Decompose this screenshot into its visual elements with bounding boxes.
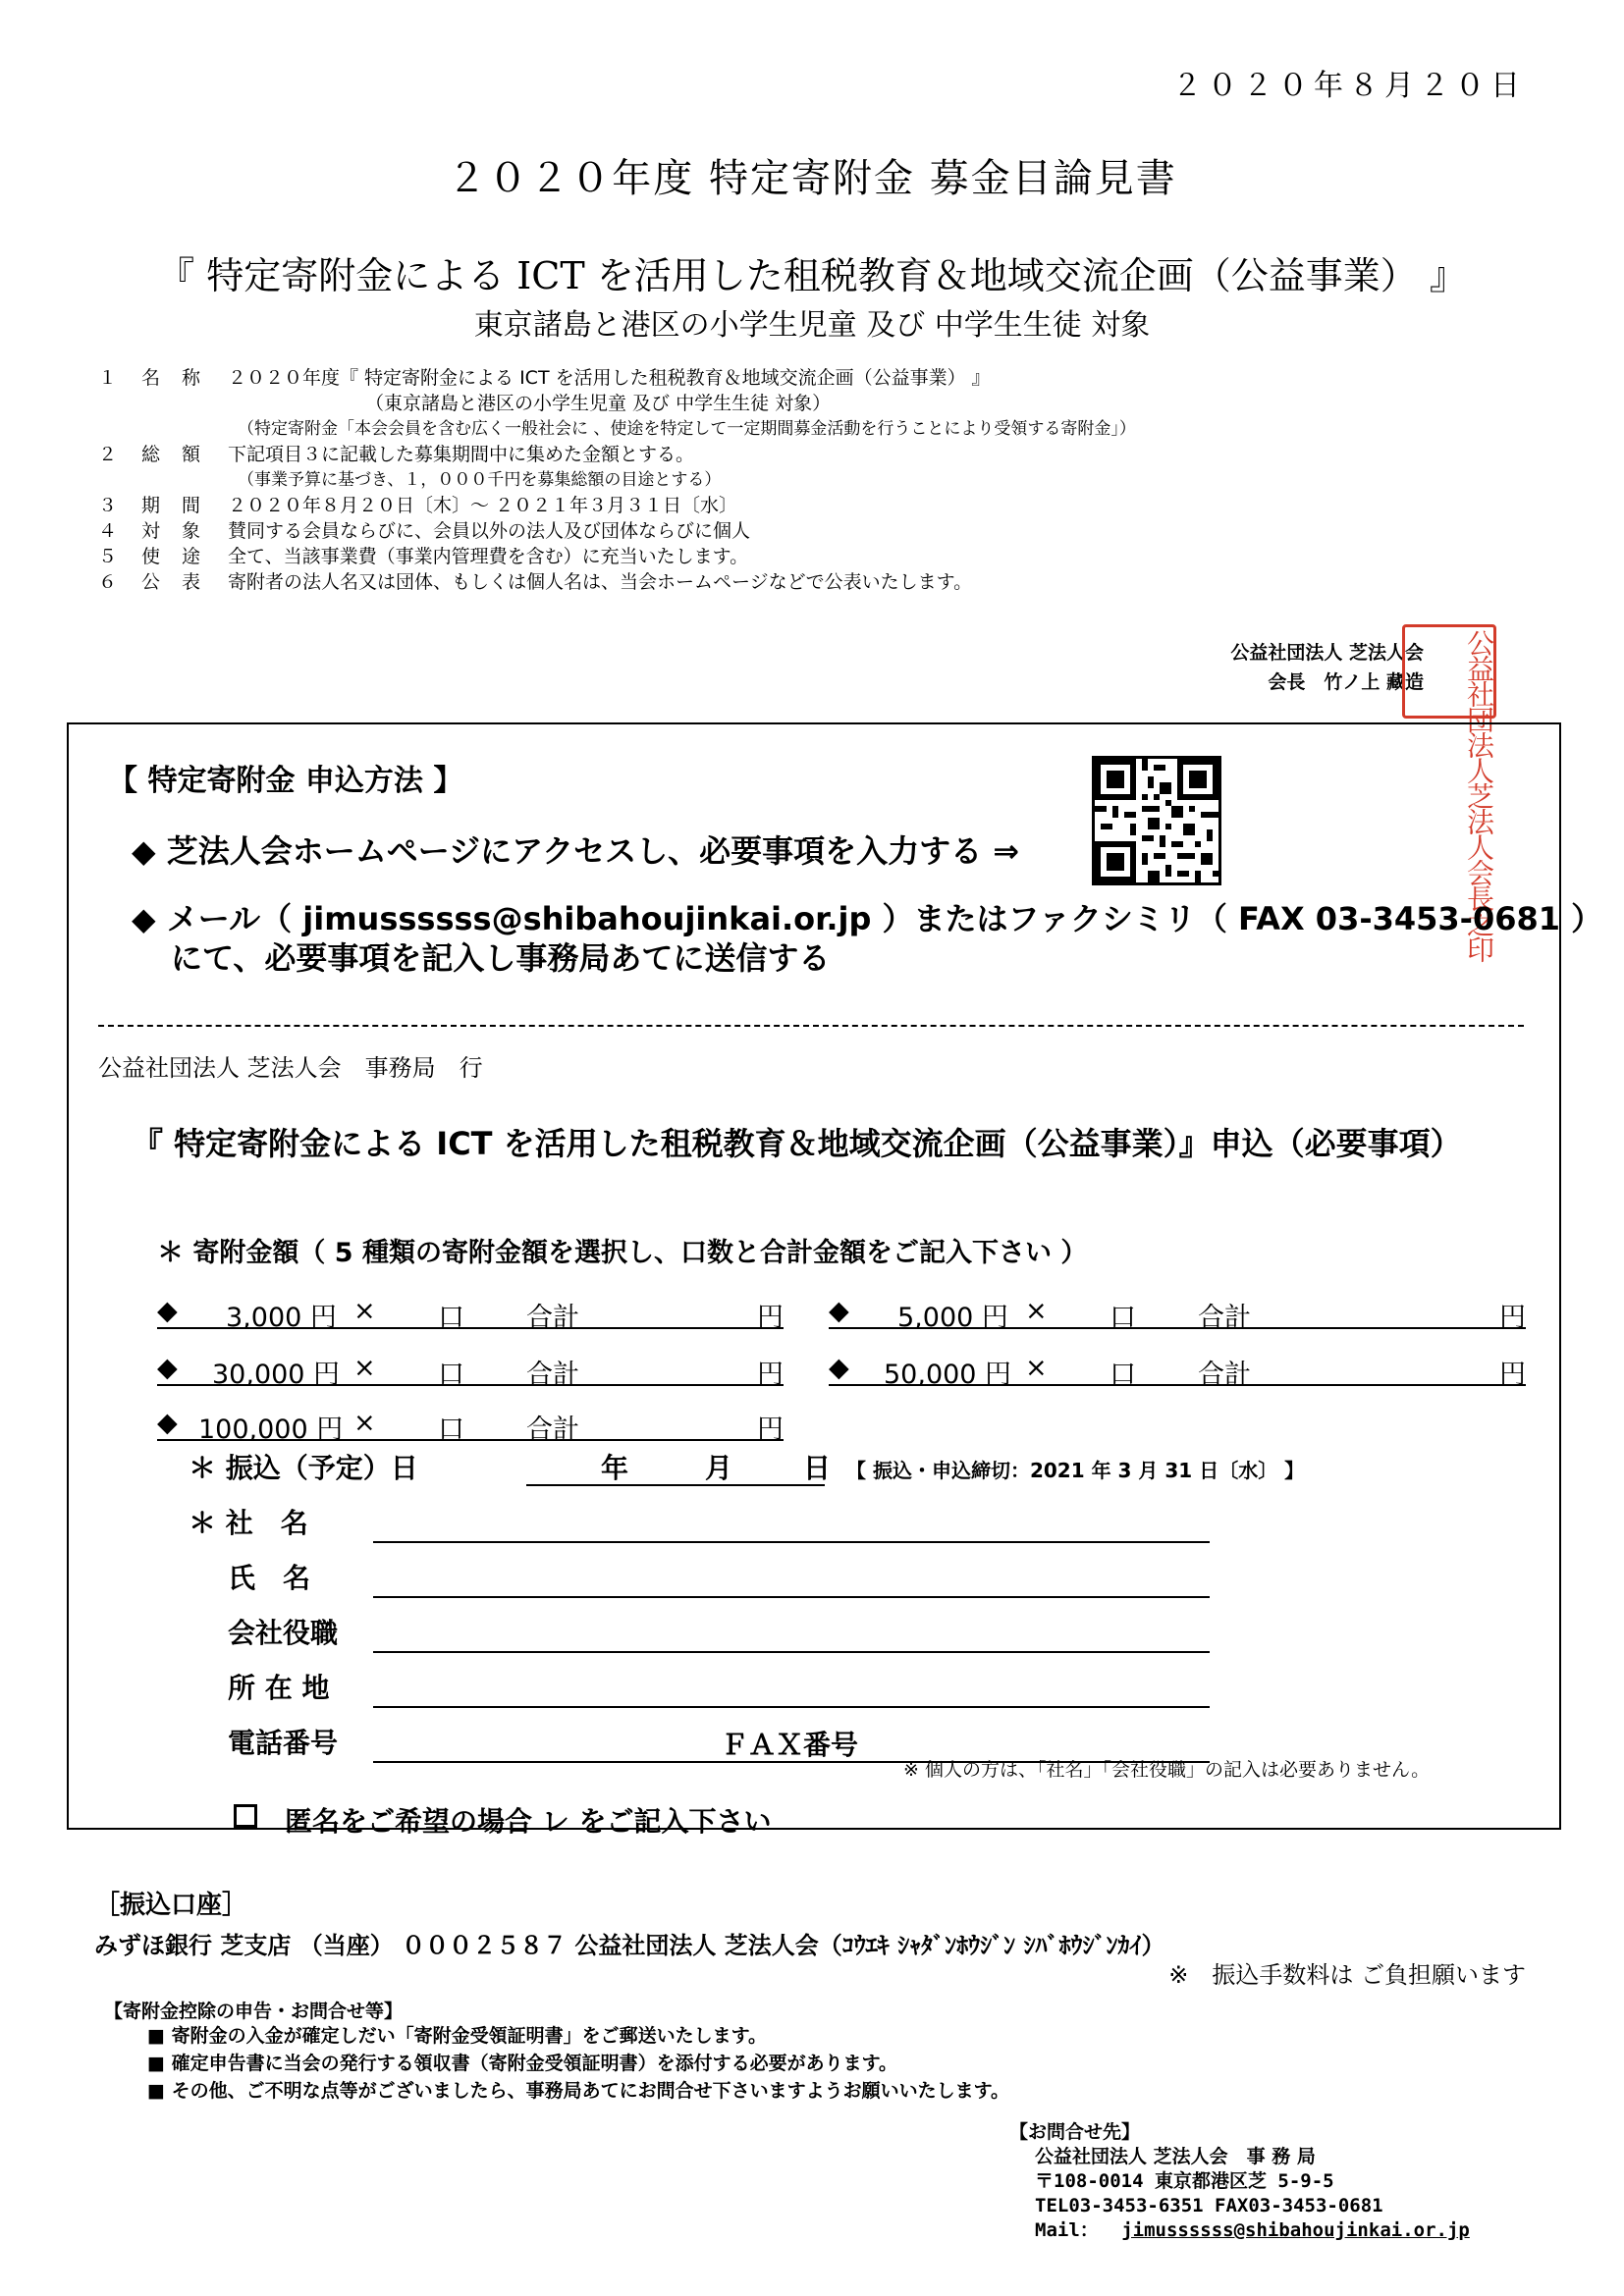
item-row: ４ 対象 賛同する会員ならびに、会員以外の法人及び団体ならびに個人	[98, 520, 751, 542]
phone-label: 電話番号	[228, 1727, 339, 1759]
application-form-box	[67, 722, 1561, 1830]
organization-name: 公益社団法人 芝法人会	[1230, 642, 1424, 664]
amount-instruction: ＊ 寄附金額（ 5 種類の寄附金額を選択し、口数と合計金額をご記入下さい ）	[157, 1238, 1088, 1268]
contact-mail-label: Mail：	[1035, 2219, 1099, 2241]
person-name-field[interactable]	[373, 1596, 1210, 1598]
item-row: （事業予算に基づき、１，０００千円を募集総額の目途とする）	[238, 470, 722, 490]
list-item: ■ 寄附金の入金が確定しだい「寄附金受領証明書」をご郵送いたします。	[147, 2025, 768, 2047]
method-title: 【 特定寄附金 申込方法 】	[108, 764, 463, 798]
project-subtitle: 『 特定寄附金による ICT を活用した租税教育＆地域交流企画（公益事業） 』	[157, 254, 1467, 297]
month-label: 月	[705, 1452, 733, 1484]
document-date: ２０２０年８月２０日	[1172, 69, 1526, 103]
document-title: ２０２０年度 特定寄附金 募金目論見書	[447, 156, 1177, 201]
contact-org: 公益社団法人 芝法人会 事 務 局	[1035, 2146, 1316, 2167]
official-seal-stamp: 公益社団法人芝法人会長之印	[1402, 624, 1496, 719]
amount-row-50000[interactable]: ◆ 50,000 円 × 口 合計 円	[829, 1353, 1526, 1390]
item-row: ３ 期間 ２０２０年８月２０日〔木〕～ ２０２１年３月３１日〔水〕	[98, 495, 738, 516]
address-field[interactable]	[373, 1706, 1210, 1708]
anonymous-checkbox[interactable]	[234, 1804, 257, 1828]
amount-row-3000[interactable]: ◆ 3,000 円 × 口 合計 円	[157, 1296, 784, 1333]
item-row: ５ 使途 全て、当該事業費（事業内管理費を含む）に充当いたします。	[98, 546, 749, 567]
position-field[interactable]	[373, 1651, 1210, 1653]
organization-signature	[1149, 638, 1424, 697]
day-label: 日	[803, 1452, 832, 1484]
item-row: ２ 総額 下記項目３に記載した募集期間中に集めた金額とする。	[98, 444, 695, 465]
method-mail-fax: ◆ メール（ jimussssss@shibahoujinkai.or.jp ）またはファクシミリ（ FAX 03-3453-0681 ） にて、必要事項を記入し事務局あてに送信する	[132, 900, 1603, 977]
amount-row-30000[interactable]: ◆ 30,000 円 × 口 合計 円	[157, 1353, 784, 1390]
deadline-note: 【 振込・申込締切：2021 年 3 月 31 日〔水〕 】	[846, 1459, 1305, 1482]
cut-line	[98, 1025, 1524, 1027]
list-item: ■ その他、ご不明な点等がございましたら、事務局あてにお問合せ下さいますようお願いいたします。	[147, 2080, 1010, 2102]
position-label: 会社役職	[228, 1617, 339, 1649]
bank-fee-note: ※ 振込手数料は ご負担願います	[1168, 1961, 1526, 1989]
outline-items	[98, 365, 1136, 595]
contact-mail-link[interactable]: jimussssss@shibahoujinkai.or.jp	[1121, 2219, 1470, 2241]
bank-account-details: みずほ銀行 芝支店 （当座） ０００２５８７ 公益社団法人 芝法人会（ｺｳｴｷ ｼｬﾀﾞﾝﾎｳｼﾞﾝ ｼﾊﾞﾎｳｼﾞﾝｶｲ）	[94, 1932, 1165, 1959]
person-name-label: 氏 名	[228, 1562, 311, 1594]
chairman-name: 会長 竹ノ上 藏造	[1268, 671, 1424, 693]
contact-phone: TEL03-3453-6351 FAX03-3453-0681	[1035, 2195, 1383, 2216]
item-row: （東京諸島と港区の小学生児童 及び 中学生生徒 対象）	[365, 393, 832, 414]
item-row: ６ 公表 寄附者の法人名又は団体、もしくは個人名は、当会ホームページなどで公表いたします。	[98, 571, 973, 593]
transfer-date-label: ＊ 振込（予定）日	[189, 1452, 418, 1484]
individual-note: ※ 個人の方は、「社名」「会社役職」の記入は必要ありません。	[903, 1759, 1431, 1781]
deduction-title: 【寄附金控除の申告・お問合せ等】	[104, 2001, 404, 2022]
deduction-list	[147, 2022, 1009, 2105]
item-row: １ 名称 ２０２０年度『 特定寄附金による ICT を活用した租税教育＆地域交流企画（公益事業） 』	[98, 367, 991, 389]
anonymous-label: 匿名をご希望の場合 レ をご記入下さい	[285, 1805, 772, 1838]
qr-code-icon[interactable]	[1092, 756, 1221, 885]
application-title: 『 特定寄附金による ICT を活用した租税教育＆地域交流企画（公益事業）』申込（必要事項）	[132, 1125, 1462, 1162]
amount-row-5000[interactable]: ◆ 5,000 円 × 口 合計 円	[829, 1296, 1526, 1333]
year-label: 年	[601, 1452, 629, 1484]
office-addressee: 公益社団法人 芝法人会 事務局 行	[98, 1054, 483, 1082]
bank-account-title: ［振込口座］	[94, 1891, 248, 1920]
project-target: 東京諸島と港区の小学生児童 及び 中学生生徒 対象	[473, 308, 1151, 343]
company-name-field[interactable]	[373, 1541, 1210, 1543]
fax-label: ＦＡＸ番号	[721, 1729, 859, 1761]
transfer-date-field[interactable]	[526, 1484, 825, 1486]
address-label: 所 在 地	[228, 1672, 330, 1704]
method-homepage: ◆ 芝法人会ホームページにアクセスし、必要事項を入力する ⇒	[132, 832, 1020, 870]
contact-address: 〒108-0014 東京都港区芝 5-9-5	[1035, 2170, 1334, 2192]
contact-block	[1009, 2120, 1470, 2243]
company-name-label: ＊ 社 名	[189, 1507, 308, 1539]
list-item: ■ 確定申告書に当会の発行する領収書（寄附金受領証明書）を添付する必要があります。	[147, 2053, 898, 2074]
amount-row-100000[interactable]: ◆ 100,000 円 × 口 合計 円	[157, 1408, 784, 1445]
contact-title: 【お問合せ先】	[1009, 2121, 1141, 2143]
item-row: （特定寄附金「本会会員を含む広く一般社会に 、使途を特定して一定期間募金活動を行うことにより受領する寄附金」）	[238, 419, 1136, 439]
